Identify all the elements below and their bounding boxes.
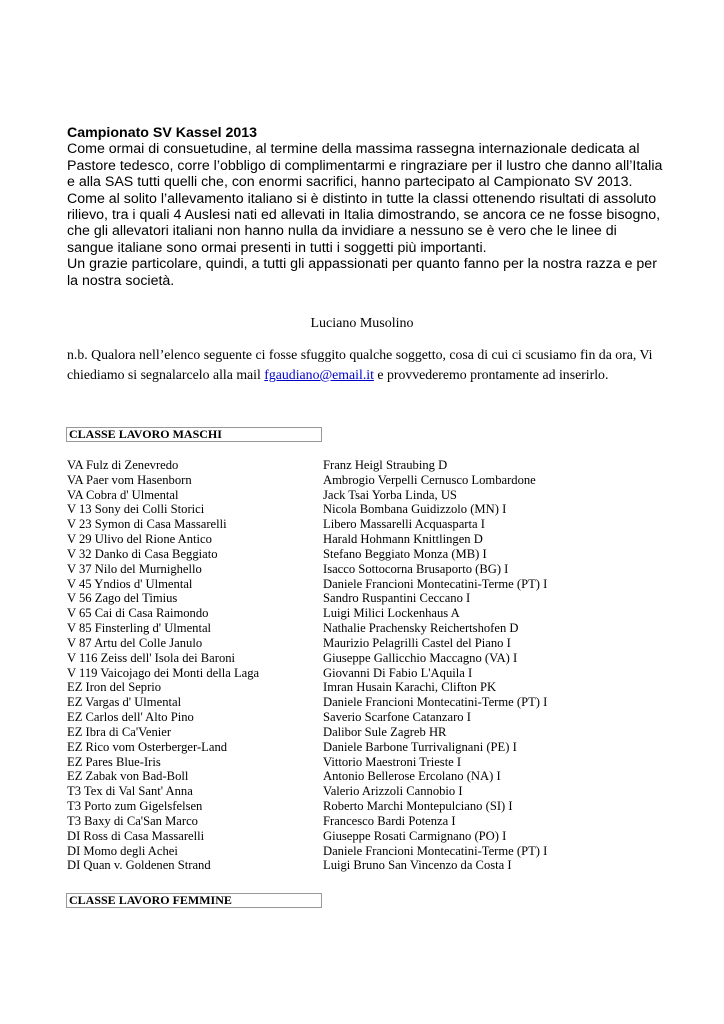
owner-name: Stefano Beggiato Monza (MB) I bbox=[323, 546, 487, 561]
dog-name: EZ Zabak von Bad-Boll bbox=[67, 769, 189, 784]
owner-name: Daniele Barbone Turrivalignani (PE) I bbox=[323, 739, 517, 754]
list-item bbox=[67, 784, 687, 799]
owner-name: Luigi Milici Lockenhaus A bbox=[323, 606, 460, 621]
list-item bbox=[67, 591, 687, 606]
owner-name: Daniele Francioni Montecatini-Terme (PT) I bbox=[323, 576, 548, 591]
dog-name: V 85 Finsterling d' Ulmental bbox=[67, 621, 212, 636]
dog-name: EZ Ibra di Ca'Venier bbox=[67, 724, 172, 739]
note-text: n.b. Qualora nell’elenco seguente ci fosse sfuggito qualche soggetto, cosa di cui ci scusiamo fin da ora, Vi chiediamo si segnalarcelo alla mail bbox=[67, 347, 653, 382]
owner-name: Daniele Francioni Montecatini-Terme (PT) I bbox=[323, 843, 548, 858]
dog-name: EZ Pares Blue-Iris bbox=[67, 754, 161, 769]
list-item bbox=[67, 488, 687, 503]
dog-name: T3 Baxy di Ca'San Marco bbox=[67, 813, 198, 828]
thanks-paragraph: Un grazie particolare, quindi, a tutti gli appassionati per quanto fanno per la nostra razza e per la nostra società. bbox=[67, 256, 657, 289]
dog-name: DI Momo degli Achei bbox=[67, 843, 178, 858]
dog-name: VA Fulz di Zenevredo bbox=[67, 458, 179, 472]
list-item bbox=[67, 814, 687, 829]
dog-name: VA Paer vom Hasenborn bbox=[67, 472, 192, 487]
dog-name: EZ Iron del Seprio bbox=[67, 680, 162, 695]
dog-name: V 37 Nilo del Murnighello bbox=[67, 561, 202, 576]
list-item bbox=[67, 710, 687, 725]
males-list bbox=[67, 458, 687, 873]
owner-name: Valerio Arizzoli Cannobio I bbox=[323, 784, 463, 799]
dog-name: EZ Rico vom Osterberger-Land bbox=[67, 739, 228, 754]
note-text-end: e provvederemo prontamente ad inserirlo. bbox=[373, 367, 609, 382]
list-item bbox=[67, 547, 687, 562]
owner-name: Imran Husain Karachi, Clifton PK bbox=[323, 680, 497, 695]
section-heading-females: CLASSE LAVORO FEMMINE bbox=[66, 893, 322, 908]
owner-name: Daniele Francioni Montecatini-Terme (PT) I bbox=[323, 695, 548, 710]
list-item bbox=[67, 680, 687, 695]
dog-name: T3 Porto zum Gigelsfelsen bbox=[67, 799, 203, 814]
list-item bbox=[67, 562, 687, 577]
list-item bbox=[67, 517, 687, 532]
list-item bbox=[67, 829, 687, 844]
list-item bbox=[67, 502, 687, 517]
list-item bbox=[67, 844, 687, 859]
owner-name: Giuseppe Gallicchio Maccagno (VA) I bbox=[323, 650, 518, 665]
owner-name: Francesco Bardi Potenza I bbox=[323, 813, 456, 828]
dog-name: V 45 Yndios d' Ulmental bbox=[67, 576, 193, 591]
list-item bbox=[67, 799, 687, 814]
note-paragraph bbox=[67, 345, 677, 385]
dog-name: EZ Carlos dell' Alto Pino bbox=[67, 710, 194, 725]
list-item bbox=[67, 725, 687, 740]
list-item bbox=[67, 695, 687, 710]
dog-name: V 32 Danko di Casa Beggiato bbox=[67, 546, 218, 561]
owner-name: Maurizio Pelagrilli Castel del Piano I bbox=[323, 635, 511, 650]
dog-name: V 56 Zago del Timius bbox=[67, 591, 178, 606]
list-item bbox=[67, 755, 687, 770]
owner-name: Luigi Bruno San Vincenzo da Costa I bbox=[323, 858, 512, 873]
list-item bbox=[67, 577, 687, 592]
owner-name: Dalibor Sule Zagreb HR bbox=[323, 724, 447, 739]
signature: Luciano Musolino bbox=[310, 316, 414, 331]
owner-name: Nicola Bombana Guidizzolo (MN) I bbox=[323, 502, 507, 517]
owner-name: Isacco Sottocorna Brusaporto (BG) I bbox=[323, 561, 509, 576]
intro-paragraph: Come ormai di consuetudine, al termine della massima rassegna internazionale dedicata al Pastore tedesco, corre l’obbligo di complimentarmi e ringraziare per il lustro che danno all’Italia e alla SAS tutti quelli che, con enormi sacrifici, hanno partecipato al Campionato SV 2013. Come al solito l’allevamento italiano si è distinto in tutte la classi ottenendo risultati di assoluto rilievo, tra i quali 4 Auslesi nati ed allevati in Italia dimostrando, se ancora ce ne fosse bisogno, che gli allevatori italiani non hanno nulla da invidiare a nessuno se è vero che le linee di sangue italiane sono ormai presenti in tutti i soggetti più importanti. bbox=[67, 141, 663, 256]
dog-name: V 116 Zeiss dell' Isola dei Baroni bbox=[67, 650, 236, 665]
list-item bbox=[67, 769, 687, 784]
owner-name: Harald Hohmann Knittlingen D bbox=[323, 532, 483, 547]
owner-name: Ambrogio Verpelli Cernusco Lombardone bbox=[323, 472, 536, 487]
list-item bbox=[67, 740, 687, 755]
owner-name: Vittorio Maestroni Trieste I bbox=[323, 754, 462, 769]
list-item bbox=[67, 532, 687, 547]
email-link[interactable]: fgaudiano@email.it bbox=[264, 367, 374, 382]
owner-name: Saverio Scarfone Catanzaro I bbox=[323, 710, 471, 725]
list-item bbox=[67, 858, 687, 873]
list-item bbox=[67, 606, 687, 621]
section-heading-males: CLASSE LAVORO MASCHI bbox=[66, 427, 322, 442]
owner-name: Roberto Marchi Montepulciano (SI) I bbox=[323, 799, 513, 814]
list-item bbox=[67, 651, 687, 666]
dog-name: DI Quan v. Goldenen Strand bbox=[67, 858, 211, 873]
owner-name: Libero Massarelli Acquasparta I bbox=[323, 517, 485, 532]
list-item bbox=[67, 636, 687, 651]
dog-name: V 13 Sony dei Colli Storici bbox=[67, 502, 205, 517]
dog-name: V 65 Cai di Casa Raimondo bbox=[67, 606, 209, 621]
document-title: Campionato SV Kassel 2013 bbox=[67, 125, 258, 141]
dog-name: VA Cobra d' Ulmental bbox=[67, 487, 179, 502]
dog-name: V 29 Ulivo del Rione Antico bbox=[67, 532, 212, 547]
list-item bbox=[67, 666, 687, 681]
owner-name: Jack Tsai Yorba Linda, US bbox=[323, 487, 457, 502]
dog-name: V 23 Symon di Casa Massarelli bbox=[67, 517, 227, 532]
owner-name: Giovanni Di Fabio L'Aquila I bbox=[323, 665, 473, 680]
owner-name: Nathalie Prachensky Reichertshofen D bbox=[323, 621, 519, 636]
list-item bbox=[67, 621, 687, 636]
dog-name: DI Ross di Casa Massarelli bbox=[67, 828, 205, 843]
owner-name: Giuseppe Rosati Carmignano (PO) I bbox=[323, 828, 507, 843]
intro-text bbox=[67, 125, 667, 289]
dog-name: T3 Tex di Val Sant' Anna bbox=[67, 784, 193, 799]
list-item bbox=[67, 458, 687, 473]
dog-name: V 119 Vaicojago dei Monti della Laga bbox=[67, 665, 260, 680]
dog-name: EZ Vargas d' Ulmental bbox=[67, 695, 182, 710]
dog-name: V 87 Artu del Colle Janulo bbox=[67, 635, 203, 650]
owner-name: Antonio Bellerose Ercolano (NA) I bbox=[323, 769, 501, 784]
owner-name: Franz Heigl Straubing D bbox=[323, 458, 448, 472]
owner-name: Sandro Ruspantini Ceccano I bbox=[323, 591, 471, 606]
list-item bbox=[67, 473, 687, 488]
